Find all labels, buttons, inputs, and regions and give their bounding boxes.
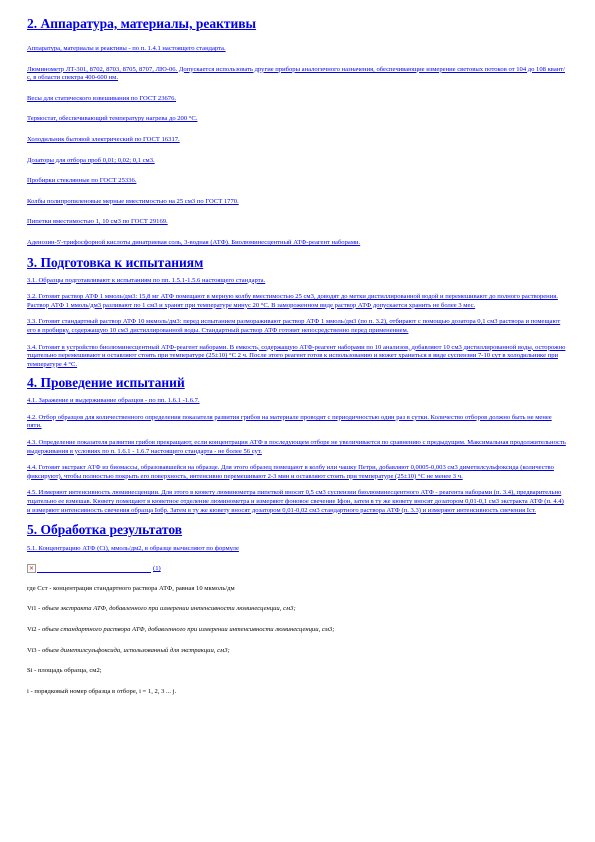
s2-item-3[interactable]: Термостат, обеспечивающий температуру нагрева до 200 °С. — [27, 115, 198, 123]
def-v1 — [27, 605, 567, 614]
s4-item-1[interactable]: 4.2. Отбор образцов для количественного определения показателя развития грибов на материале проводят с периодичностью один раз в сутки. Количество отборов должно быть не менее пяти. — [27, 413, 552, 430]
s2-item-0[interactable]: Аппаратура, материалы и реактивы - по п. 1.4.1 настоящего стандарта. — [27, 45, 226, 52]
s2-item-5[interactable]: Дозаторы для отбора проб 0,01; 0,02; 0,1 см3. — [27, 156, 155, 164]
def-s-text: площадь образца, см2; — [38, 667, 102, 675]
def-v2-text: объем стандартного раствора АТФ, добавленного при измерении интенсивности люминесценции, см3; — [42, 626, 335, 633]
def-s — [27, 667, 567, 676]
formula-number[interactable]: (1) — [153, 565, 161, 573]
def-v1-symbol: Vi1 - — [27, 605, 42, 613]
section-3 — [27, 255, 567, 370]
section-2-heading[interactable]: 2. Аппаратура, материалы, реактивы — [27, 16, 257, 31]
s2-item-7[interactable]: Колбы полипропиленовые мерные вместимостью на 25 см3 по ГОСТ 1770. — [27, 197, 239, 205]
section-4-heading[interactable]: 4. Проведение испытаний — [27, 375, 185, 391]
def-v1-text: объем экстракта АТФ, добавленного при измерении интенсивности люминесценции, см3; — [42, 605, 296, 613]
s5-intro[interactable]: 5.1. Концентрацию АТФ (Ci), ммоль/дм2, в образце вычисляют по формуле — [27, 545, 239, 553]
s2-item-2[interactable]: Весы для статического взвешивания по ГОСТ 23676. — [27, 94, 177, 102]
s2-item-1[interactable]: Люминометр ЛТ-301, 8702, 8703, 8705, 8707, ЛЮ-06. Допускается использовать другие приборы аналогичного назначения, обеспечивающие измерение световых потоков от 104 до 108 квант/с, в области спектра 400-600 нм. — [27, 65, 565, 82]
def-v3-text: объем диметилсульфоксида, использованный для экстракции, см3; — [42, 646, 230, 654]
formula-row — [27, 562, 567, 576]
s2-item-9[interactable]: Аденозин-5'-трифосфорной кислоты динатриевая соль, 3-водная (АТФ). Биолюминесцентный АТФ-реагент наборами. — [27, 238, 361, 246]
formula-link-underline[interactable] — [37, 572, 151, 573]
section-3-heading[interactable]: 3. Подготовка к испытаниям — [27, 254, 204, 270]
def-v2-symbol: Vi2 - — [27, 626, 42, 633]
s2-item-4[interactable]: Холодильник бытовой электрический по ГОСТ 16317. — [27, 135, 180, 143]
s3-item-1[interactable]: 3.2. Готовят раствор АТФ 1 ммоль/дм3: 15,8 мг АТФ помещают в мерную колбу вместимостью 25 см3, доводят до метки дистиллированной водой и перемешивают до полного растворения. Раствор АТФ 1 ммоль/дм3 разливают по 1 см3 и хранят при температуре минус 20 °С. В замороженном виде раствор АТФ допускается хранить не более 3 мес. — [27, 293, 558, 309]
broken-image-icon: × — [28, 565, 35, 573]
s4-item-2[interactable]: 4.3. Определение показателя развития грибов прекращают, если концентрация АТФ в последующем отборе не увеличивается по сравнению с предыдущим. Максимальная продолжительность выдерживания в условиях по п. 1.6.1 - 1.6.7 настоящего стандарта - не более 56 сут. — [27, 439, 566, 455]
def-v3-symbol: Vi3 - — [27, 646, 42, 654]
def-c-st-symbol: где Сст - — [27, 584, 54, 592]
def-v3 — [27, 647, 567, 656]
section-4 — [27, 375, 567, 515]
s4-item-0[interactable]: 4.1. Заражение и выдерживание образцов - по пп. 1.6.1 -1.6.7. — [27, 397, 200, 405]
s2-item-8[interactable]: Пипетки вместимостью 1, 10 см3 по ГОСТ 29169. — [27, 218, 168, 226]
section-5-heading[interactable]: 5. Обработка результатов — [27, 522, 183, 538]
section-2 — [27, 16, 567, 248]
s3-item-2[interactable]: 3.3. Готовят стандартный раствор АТФ 10 мкмоль/дм3: перед испытанием размораживают раствор АТФ 1 ммоль/дм3 (по п. 3.2), отбирают с помощью дозатора 0,1 см3 раствора и помещают его в пробирку, содержащую 10 см3 дистиллированной воды. Стандартный раствор АТФ готовят непосредственно перед применением. — [27, 318, 561, 334]
def-c-st-text: концентрация стандартного раствора АТФ, равная 10 мкмоль/дм — [53, 584, 235, 592]
s4-item-4[interactable]: 4.5. Измеряют интенсивность люминесценции. Для этого в кювету люминометра пипеткой вносят 0,5 см3 суспензии биолюминесцентного АТФ - реагента наборами (п. 3.4), предварительно тщательно ее взмешав. Кювету помещают в кюветное отделение люминометра и измеряют фоновое свечение Iфон, затем в ту же кювету вносят дозатором 0,01-0,1 см3 экстракта АТФ (п. 4.4) и измеряют интенсивность свечения образца Iобр. Затем в ту же кювету вносят дозатором 0,01-0,02 см3 стандартного раствора АТФ (п. 3.3) и измеряют интенсивность свечения Iст. — [27, 489, 564, 514]
def-v2 — [27, 626, 567, 635]
def-c-st — [27, 585, 567, 594]
s3-item-0[interactable]: 3.1. Образцы подготавливают к испытаниям по пп. 1.5.1-1.5.6 настоящего стандарта. — [27, 276, 266, 284]
s2-item-6[interactable]: Пробирки стеклянные по ГОСТ 25336. — [27, 177, 137, 185]
s3-item-3[interactable]: 3.4. Готовят в устройство биолюминесцентный АТФ-реагент наборами. В емкость, содержащую АТФ-реагент наборами по 10 анализов, добавляют 10 см3 дистиллированной воды, осторожно тщательно перемешивают и оставляют стоять при температуре (25±10) °С 2 ч. После этого реагент готов к использованию и может храниться в виде суспензии 7-10 сут в холодильнике при температуре 4 °С. — [27, 343, 566, 368]
def-i-text: порядковый номер образца в отборе, i = 1, 2, 3 ... j. — [34, 687, 177, 695]
s4-item-3[interactable]: 4.4. Готовят экстракт АТФ из биомассы, образовавшейся на образце. Для этого образец помещают в колбу или чашку Петри, добавляют 0,0005-0,003 см3 диметилсульфоксида (количество фиксируют), чтобы полностью покрыть его поверхность, интенсивно перемешивают 2-3 мин и оставляют стоять при температуре (25±10) °С не менее 3 ч. — [27, 464, 554, 480]
section-5 — [27, 522, 567, 696]
def-s-symbol: Si - — [27, 667, 38, 675]
def-i — [27, 688, 567, 697]
def-i-symbol: i - — [27, 687, 35, 695]
